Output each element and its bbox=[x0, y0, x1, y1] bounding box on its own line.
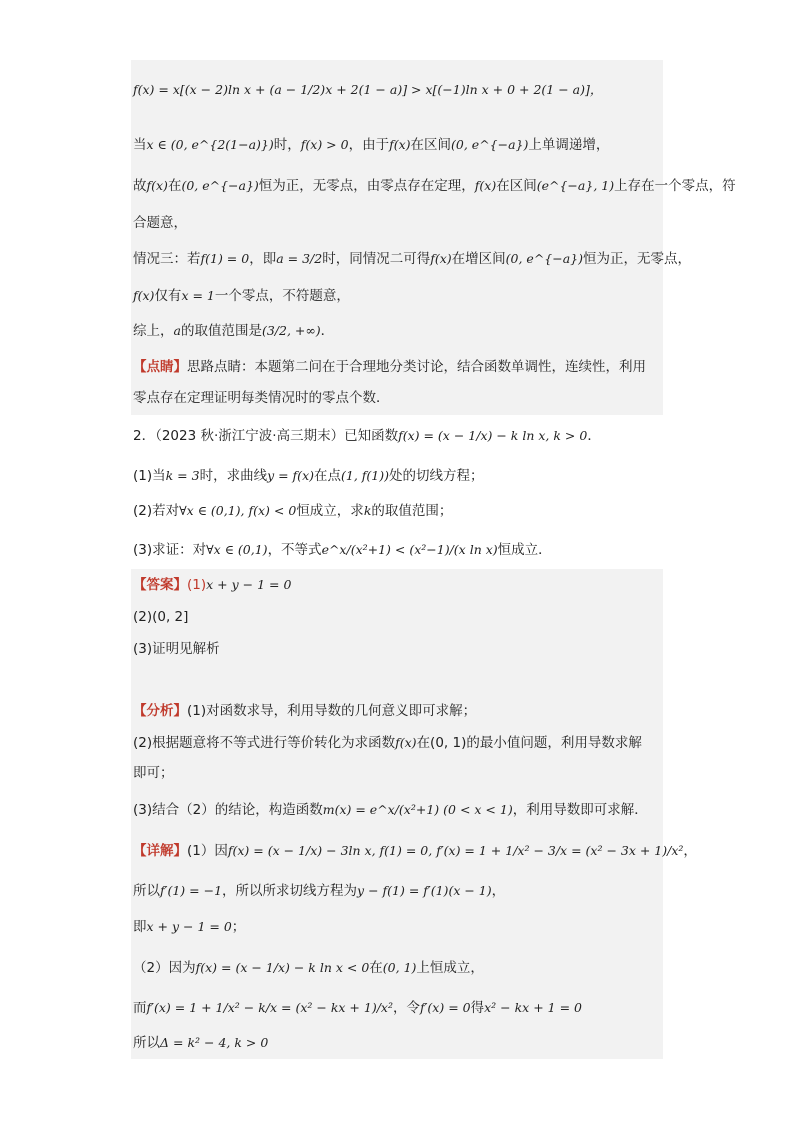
key-point-line-2: 零点存在定理证明每类情况时的零点个数． bbox=[133, 390, 390, 406]
key-point-line: 【点睛】思路点睛：本题第二问在于合理地分类讨论，结合函数单调性，连续性，利用 bbox=[133, 359, 646, 375]
analysis-line-1: 【分析】(1)对函数求导，利用导数的几何意义即可求解； bbox=[133, 703, 477, 719]
question-part-3: (3)求证：对∀x ∈ (0,1)，不等式e^x/(x²+1) < (x²−1)/(x ln x)恒成立． bbox=[133, 542, 552, 558]
answer-line-2: (2)(0, 2] bbox=[133, 609, 189, 625]
detail-tag: 【详解】 bbox=[133, 843, 187, 859]
detail-line-1: 【详解】(1）因f(x) = (x − 1/x) − 3ln x, f(1) = 0, f′(x) = 1 + 1/x² − 3/x = (x² − 3x + 1)/x²， bbox=[133, 843, 697, 859]
text-line-6: f(x)仅有x = 1一个零点，不符题意， bbox=[133, 288, 350, 304]
detail-line-4: （2）因为f(x) = (x − 1/x) − k ln x < 0在(0, 1)上恒成立， bbox=[133, 960, 484, 976]
detail-line-6: 所以Δ = k² − 4, k > 0 bbox=[133, 1035, 269, 1051]
analysis-line-2: (2)根据题意将不等式进行等价转化为求函数f(x)在(0, 1)的最小值问题，利用导数求解 bbox=[133, 735, 642, 751]
answer-line-3: (3)证明见解析 bbox=[133, 641, 220, 657]
question-part-1: (1)当k = 3时，求曲线y = f(x)在点(1, f(1))处的切线方程； bbox=[133, 468, 484, 484]
answer-tag: 【答案】 bbox=[133, 577, 187, 593]
analysis-tag: 【分析】 bbox=[133, 703, 187, 719]
inequality-formula: f(x) = x[(x − 2)ln x + (a − 1/2)x + 2(1 − a)] > x[(−1)ln x + 0 + 2(1 − a)]， bbox=[133, 82, 603, 97]
detail-line-2: 所以f′(1) = −1，所以所求切线方程为y − f(1) = f′(1)(x − 1)， bbox=[133, 883, 506, 899]
text-line-4: 合题意， bbox=[133, 215, 187, 231]
detail-line-5: 而f′(x) = 1 + 1/x² − k/x = (x² − kx + 1)/x²，令f′(x) = 0得x² − kx + 1 = 0 bbox=[133, 1000, 582, 1016]
analysis-line-3: 即可； bbox=[133, 765, 174, 781]
text-line-3: 故f(x)在(0, e^{−a})恒为正，无零点，由零点存在定理，f(x)在区间(e^{−a}, 1)上存在一个零点，符 bbox=[133, 178, 736, 194]
analysis-line-4: (3)结合（2）的结论，构造函数m(x) = e^x/(x²+1) (0 < x < 1)，利用导数即可求解． bbox=[133, 802, 648, 818]
text-line-7: 综上，a的取值范围是(3/2, +∞)． bbox=[133, 323, 335, 339]
key-point-tag: 【点睛】 bbox=[133, 359, 187, 375]
question-2-title: 2．（2023 秋·浙江宁波·高三期末）已知函数f(x) = (x − 1/x) − k ln x, k > 0． bbox=[133, 428, 601, 444]
text-line-2: 当x ∈ (0, e^{2(1−a)})时，f(x) > 0，由于f(x)在区间(0, e^{−a})上单调递增， bbox=[133, 137, 610, 153]
text-line-5: 情况三：若f(1) = 0，即a = 3/2时，同情况二可得f(x)在增区间(0, e^{−a})恒为正，无零点， bbox=[133, 251, 692, 267]
answer-line-1: 【答案】(1)x + y − 1 = 0 bbox=[133, 577, 292, 593]
question-part-2: (2)若对∀x ∈ (0,1), f(x) < 0恒成立，求k的取值范围； bbox=[133, 503, 453, 519]
formula-line-1 bbox=[133, 81, 602, 99]
detail-line-3: 即x + y − 1 = 0； bbox=[133, 919, 246, 935]
